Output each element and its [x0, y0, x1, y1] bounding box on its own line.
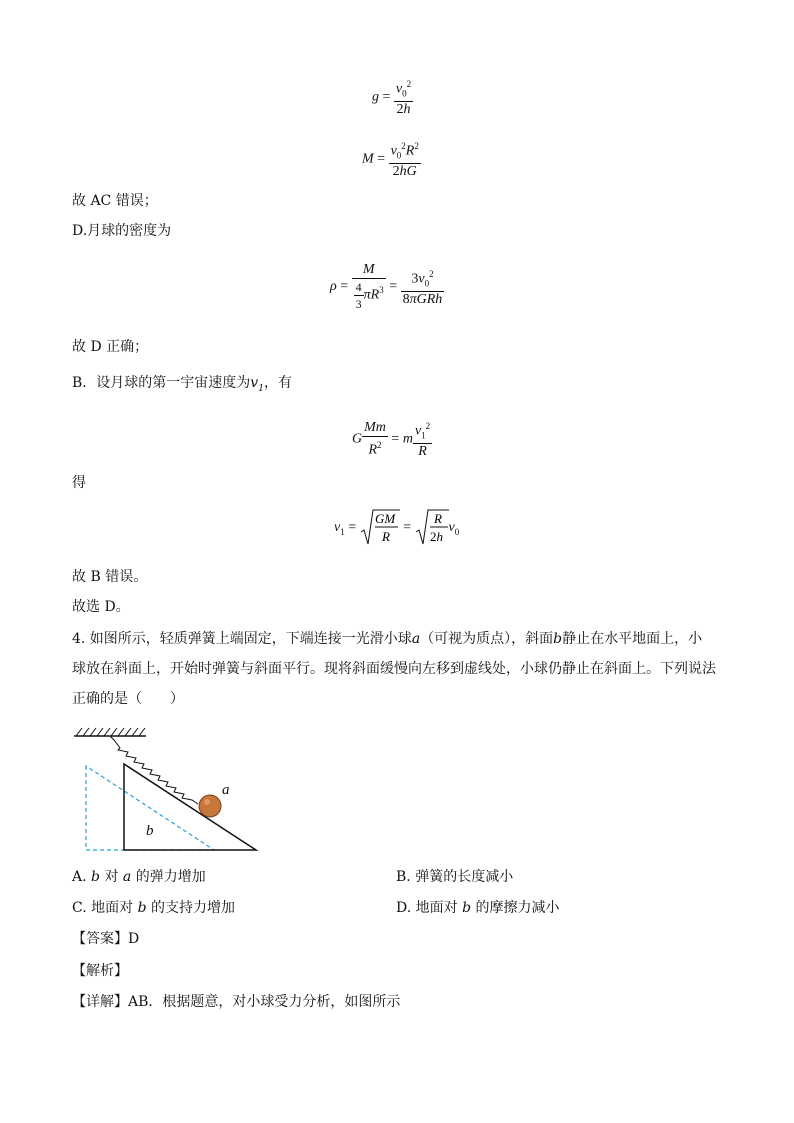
equation-v1: $v_1$ = GM R = R 2h $v_0$ [334, 511, 460, 544]
option-c-var-b: b [137, 900, 147, 916]
equation-mass: M = $\frac{v_0^2R^2}{2hG}$ [362, 138, 421, 180]
b-intro-prefix: B．设月球的第一宇宙速度为 [72, 375, 251, 391]
ball-label-a: a [222, 782, 230, 798]
ball-a [199, 795, 221, 817]
option-a-mid: 对 [104, 869, 119, 885]
question-line-1 [72, 630, 702, 648]
svg-text:GM: GM [374, 511, 395, 526]
svg-text:R: R [381, 529, 390, 544]
text-choose-d: 故选 D。 [72, 599, 130, 615]
answer-label: 【答案】 [72, 931, 128, 947]
text-b-intro [72, 374, 292, 398]
equation-g: g = $\frac{v_0^2}{2h}$ [372, 76, 413, 118]
question-var-b: b [553, 631, 563, 647]
spring [110, 736, 198, 804]
text-ac-wrong: 故 AC 错误； [72, 193, 158, 209]
incline-spring-diagram [70, 722, 270, 866]
option-a-suffix: 的弹力增加 [135, 869, 206, 885]
v1-symbol: $v_1$ [250, 375, 264, 394]
question-line-3: 正确的是（ ） [72, 691, 184, 707]
option-c-prefix: C. 地面对 [72, 900, 134, 916]
question-var-a: a [411, 631, 421, 647]
option-a-var-a: a [122, 869, 132, 885]
detail-label: 【详解】 [72, 994, 128, 1010]
option-c-suffix: 的支持力增加 [151, 900, 235, 916]
detail-text: AB．根据题意，对小球受力分析，如图所示 [128, 994, 401, 1010]
option-a-prefix: A. [72, 869, 87, 885]
text-de: 得 [72, 475, 86, 491]
option-a[interactable] [72, 868, 206, 886]
svg-text:R: R [433, 511, 442, 526]
option-d[interactable] [396, 899, 560, 917]
text-b-wrong: 故 B 错误。 [72, 569, 148, 585]
detail-line [72, 993, 400, 1011]
answer-value: D [128, 931, 140, 947]
question-line-1c: 静止在水平地面上，小 [562, 631, 703, 647]
text-d-density-intro: D.月球的密度为 [72, 223, 172, 239]
equation-density: ρ = M $\frac{4}{3}$ $\pi R^3$ = $\frac{3v_0^2}{\text{8πGRh}}$ [330, 262, 443, 311]
option-c[interactable] [72, 899, 235, 917]
option-a-var-b: b [91, 869, 100, 885]
answer-line [72, 930, 139, 948]
question-line-1b: （可视为质点），斜面 [420, 631, 554, 647]
question-line-2: 球放在斜面上，开始时弹簧与斜面平行。现将斜面缓慢向左移到虚线处，小球仍静止在斜面上。下列说法 [72, 661, 716, 677]
option-d-prefix: D. 地面对 [396, 900, 458, 916]
ceiling-hatch [76, 728, 145, 736]
option-b[interactable]: B. 弹簧的长度减小 [396, 869, 514, 885]
incline-label-b: b [146, 823, 154, 839]
option-d-suffix: 的摩擦力减小 [475, 900, 560, 916]
text-d-correct: 故 D 正确； [72, 339, 149, 355]
question-line-1a: 4. 如图所示，轻质弹簧上端固定，下端连接一光滑小球 [72, 631, 412, 647]
svg-text:2h: 2h [429, 529, 443, 544]
incline-b [124, 764, 256, 850]
option-d-var-b: b [462, 900, 472, 916]
equation-gravity: G $\frac{Mm}{R^2}$ = m $\frac{v_1^2}{R}$ [352, 419, 431, 460]
analysis-label: 【解析】 [72, 963, 128, 979]
b-intro-suffix: ，有 [263, 375, 292, 391]
